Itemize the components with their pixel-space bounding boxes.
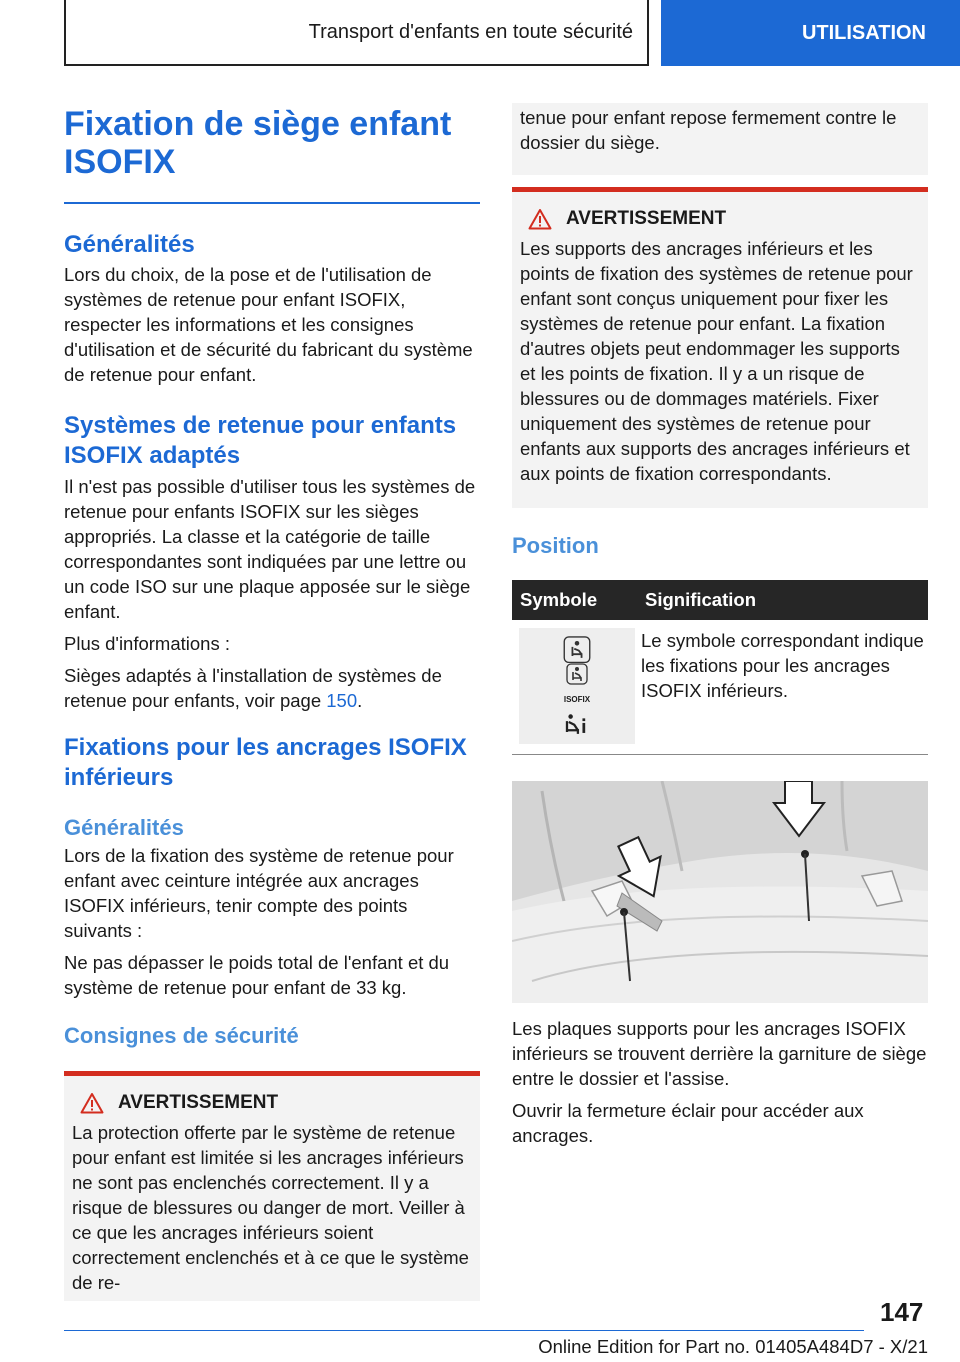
warning-box-1 [64, 1071, 480, 1301]
isofix-symbols [519, 628, 635, 744]
warning-text-2: Les supports des ancrages inférieurs et les points de fixation des systèmes de retenue pour enfant sont conçus uniquement pour fixer les systèmes de retenue pour enfant. La fixation d'autres objets peut endommager les supports et les points de fixation. Il y a un risque de blessures ou de dommages matériels. Fixer uniquement des systèmes de retenue pour enfants aux supports des ancrages inférieurs et aux points de fixation correspondants. [520, 238, 913, 484]
table-header-symbole: Symbole [512, 580, 637, 620]
para-reference [64, 663, 480, 713]
footer-rule [64, 1330, 864, 1331]
para-plaques-supports: Les plaques supports pour les ancrages ISOFIX inférieurs se trouvent derrière la garniture de siège entre le dossier et l'assise. [512, 1018, 927, 1089]
symbol-table [512, 580, 928, 744]
running-header [64, 0, 649, 66]
page-number: 147 [880, 1297, 924, 1327]
chapter-label: UTILISATION [801, 21, 926, 44]
subheading-generalites: Généralités [64, 815, 184, 840]
para-systemes-adaptes: Il n'est pas possible d'utiliser tous les systèmes de retenue pour enfants ISOFIX sur les sièges appropriés. La classe et la catégorie de taille correspondantes sont indiquées par une lettre ou un code ISO sur une plaque apposée sur le siège enfant. [64, 476, 476, 622]
warning-title-1 [72, 1092, 472, 1114]
heading-systemes-adaptes: Systèmes de retenue pour enfants ISOFIX adaptés [64, 412, 457, 469]
warning-label-1: AVERTISSEMENT [118, 1092, 279, 1113]
left-column [64, 100, 480, 1301]
meaning-text: Le symbole correspondant indique les fixations pour les ancrages ISOFIX inférieurs. [641, 630, 924, 701]
table-bottom-rule [512, 754, 928, 755]
child-seat-info-icon [562, 712, 592, 736]
isofix-label: ISOFIX [563, 695, 591, 705]
symbol-cell [512, 620, 637, 744]
warning-triangle-icon [528, 208, 552, 230]
rear-seat-illustration [512, 781, 928, 1003]
table-header-signification: Signification [637, 580, 928, 620]
footer-edition: Online Edition for Part no. 01405A484D7 - X/21 [538, 1336, 928, 1357]
meaning-cell [637, 620, 928, 744]
para-plus-informations: Plus d'informations : [64, 633, 230, 654]
table-row [512, 620, 928, 744]
para-fixations-2: Ne pas dépasser le poids total de l'enfant et du système de retenue pour enfant de 33 kg. [64, 952, 450, 998]
heading-position: Position [512, 533, 599, 558]
para-fixations-1: Lors de la fixation des système de retenue pour enfant avec ceinture intégrée aux ancrages ISOFIX inférieurs, tenir compte des points suivants : [64, 845, 454, 941]
warning-text-1-continued: tenue pour enfant repose fermement contre le dossier du siège. [520, 107, 897, 153]
warning-title-2 [520, 208, 920, 230]
isofix-badge [564, 663, 590, 712]
warning-label-2: AVERTISSEMENT [566, 208, 727, 229]
para-fermeture-eclair: Ouvrir la fermeture éclair pour accéder aux ancrages. [512, 1100, 864, 1146]
warning-text-1: La protection offerte par le système de retenue pour enfant est limitée si les ancrages inférieurs ne sont pas enclenchés correctement. Il y a risque de blessures ou danger de mort. Veiller à ce que les ancrages inférieurs soient correctement enclenchés et à ce que le système de re- [72, 1122, 469, 1293]
table-header-row [512, 580, 928, 620]
para-generalites: Lors du choix, de la pose et de l'utilisation de systèmes de retenue pour enfant ISOFIX, respecter les informations et les consignes d'utilisation et de sécurité du fabricant du système de retenue pour enfant. [64, 264, 473, 385]
chapter-tab[interactable] [661, 0, 960, 66]
reference-text: Sièges adaptés à l'installation de systèmes de retenue pour enfants, voir page [64, 665, 442, 711]
warning-triangle-icon [80, 1092, 104, 1114]
heading-generalites: Généralités [64, 231, 195, 258]
section-title: Transport d'enfants en toute sécurité [308, 20, 633, 43]
child-seat-icon [562, 636, 592, 663]
page-link[interactable]: 150 [326, 690, 358, 711]
heading-fixations-ancrages: Fixations pour les ancrages ISOFIX inférieurs [64, 734, 467, 791]
reference-end: . [357, 690, 363, 711]
page-title: Fixation de siège enfant ISOFIX [64, 105, 452, 181]
right-column [512, 100, 928, 1148]
title-rule [64, 202, 480, 204]
heading-consignes-securite: Consignes de sécurité [64, 1023, 299, 1048]
isofix-anchor-icon [566, 663, 588, 685]
warning-box-2 [512, 187, 928, 508]
warning-box-1-continued [512, 103, 928, 175]
